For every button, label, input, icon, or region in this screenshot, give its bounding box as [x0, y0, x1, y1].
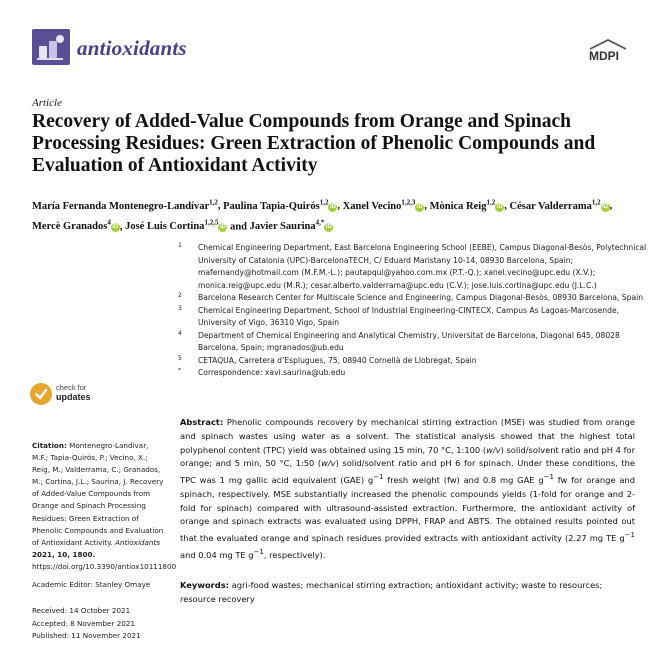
- keywords-text: agri-food wastes; mechanical stirring extraction; antioxidant activity; waste to resources; resource recovery: [180, 580, 603, 604]
- orcid-icon[interactable]: iD: [496, 203, 503, 210]
- affiliation-number: 2: [178, 292, 182, 299]
- citation-journal: Antioxidants: [115, 537, 161, 547]
- author-affiliation-sup: 1,2,3: [401, 198, 416, 206]
- abstract-text: fresh weight (fw) and 0.8 mg GAE g: [383, 474, 544, 485]
- keywords-label: Keywords:: [180, 580, 229, 590]
- citation-doi-link[interactable]: https://doi.org/10.3390/antiox10111800: [32, 561, 177, 571]
- author-name-text: Xanel Vecino: [342, 200, 402, 212]
- abstract: [180, 416, 635, 562]
- affiliation-text: Chemical Engineering Department, School of Industrial Engineering-CINTECX, Campus As Lagoas-Marcosende, University of Vigo, 36310 Vigo, Spain: [198, 305, 620, 327]
- abstract-label: Abstract:: [180, 417, 224, 427]
- author-list: María Fernanda Montenegro-Landívar$^{1,2}$, Paulina Tapia-Quirós$^{1,2}$iD , Xanel Vecino$^{1,2,3}$iD , Mònica Reig$^{1,2}$iD , César Valderrama$^{1,2}$iD , Mercè Granados$^4$iD , José Luis Cortina$^{1,2,5}$iD and Javier Saurina$^{4,*}$iD: [32, 198, 613, 232]
- author-affiliation-sup: 1,2: [486, 198, 496, 206]
- orcid-icon[interactable]: iD: [329, 203, 336, 210]
- author-name-text: María Fernanda Montenegro-Landívar: [32, 200, 210, 212]
- affiliation-text: Department of Chemical Engineering and Analytical Chemistry, Universitat de Barcelona, Diagonal 645, 08028 Barcelona, Spain; mgranados@ub.edu: [198, 330, 620, 352]
- abstract-superscript: −1: [624, 531, 635, 540]
- abstract-wv: w/v: [486, 444, 501, 455]
- orcid-icon[interactable]: iD: [219, 224, 226, 230]
- affiliation-number: 5: [178, 354, 182, 362]
- author-name-text: Mònica Reig: [429, 200, 487, 212]
- author-affiliation-sup: 4: [107, 218, 111, 227]
- citation-year-volume: 2021, 10, 1800.: [32, 549, 96, 559]
- author-affiliation-sup: 1,2: [591, 198, 601, 206]
- orcid-icon[interactable]: iD: [112, 224, 119, 230]
- affiliation-text: Chemical Engineering Department, East Barcelona Engineering School (EEBE), Campus Diagonal-Besòs, Polytechnical University of Catalonia (UPC)-BarcelonaTECH, C/ Eduard Maristany 10-14, 08930 Barcelona, Spain; mafernandy@hotmail.com (M.F.M.-L.); pautapqui@yahoo.com.mx (P.T.-Q.); xanel.vecino@upc.edu (X.V.); monica.reig@upc.edu (M.R.); cesar.alberto.valderrama@upc.edu (C.V.); jose.luis.cortina@upc.edu (J.L.C.): [198, 243, 647, 290]
- affiliation-text: Barcelona Research Center for Multiscale Science and Engineering, Campus Diagonal-Besòs, 08930 Barcelona, Spain: [198, 293, 644, 302]
- abstract-text: ) solid/solvent ratio and pH 4 for orange; and 5 min, 50 °C, 1:50 (: [180, 444, 635, 469]
- author-name-text: César Valderrama: [509, 200, 592, 212]
- author-affiliation-sup: 1,2: [209, 198, 218, 206]
- check-updates-line1: check for: [56, 383, 87, 392]
- check-updates-line2: updates: [56, 392, 91, 402]
- affiliation-item: [178, 242, 648, 292]
- date-accepted: Accepted: 8 November 2021: [32, 618, 136, 628]
- journal-logo-icon: [32, 29, 70, 65]
- keywords: [180, 579, 635, 607]
- abstract-text: and 0.04 mg TE g: [180, 549, 254, 560]
- orcid-icon[interactable]: iD: [416, 203, 423, 210]
- affiliation-text: CETAQUA, Carretera d’Esplugues, 75, 08940 Cornellà de Llobregat, Spain: [198, 355, 477, 365]
- affiliation-item: [178, 367, 648, 380]
- abstract-wv: w/v: [321, 458, 336, 469]
- affiliation-text: Correspondence: xavi.saurina@ub.edu: [198, 368, 346, 377]
- affiliation-number: 1: [178, 242, 182, 249]
- affiliation-item: [178, 330, 648, 355]
- article-title: Recovery of Added-Value Compounds from Orange and Spinach Processing Residues: Green Extraction of Phenolic Compounds and Evaluation of Antioxidant Activity: [32, 111, 596, 176]
- author-affiliation-sup: 4,*: [315, 218, 325, 227]
- check-for-updates-button[interactable]: [30, 381, 110, 409]
- article-type: Article: [32, 97, 62, 109]
- author-name-text: Javier Saurina: [249, 221, 316, 232]
- author-name-text: Mercè Granados: [32, 221, 108, 232]
- abstract-text: ) solid/solvent ratio and pH 6 for spinach. Under these conditions, the TPC was 1 mg gallic acid equivalent (GAE) g: [180, 458, 635, 485]
- author-name[interactable]: [249, 218, 334, 232]
- author-affiliation-sup: 1,2: [319, 198, 329, 206]
- abstract-text: Phenolic compounds recovery by mechanical stirring extraction (MSE) was studied from orange and spinach wastes using water as a solvent. The statistical analysis showed that the highest total polyphenol content (TPC) yield was obtained using 15 min, 70 °C, 1:100 (: [180, 417, 635, 455]
- affiliation-item: [178, 292, 648, 305]
- citation-text: Montenegro-Landívar, M.F.; Tapia-Quirós, P.; Vecino, X.; Reig, M.; Valderrama, C.; Granados, M.; Cortina, J.L.; Saurina, J. Recovery of Added-Value Compounds from Orange and Spinach Processing Residues: Green Extraction of Phenolic Compounds and Evaluation of Antioxidant Activity.: [32, 441, 164, 547]
- author-affiliation-sup: 1,2,5: [204, 218, 219, 227]
- affiliation-number: *: [178, 367, 181, 374]
- affiliation-number: 3: [178, 304, 182, 312]
- author-name[interactable]: [429, 198, 505, 212]
- author-name[interactable]: [125, 218, 227, 232]
- abstract-superscript: −1: [543, 473, 554, 482]
- author-name-text: Paulina Tapia-Quirós: [223, 200, 320, 212]
- journal-name: antioxidants: [77, 36, 187, 60]
- date-received: Received: 14 October 2021: [32, 606, 131, 615]
- academic-editor: Academic Editor: Stanley Omaye: [32, 580, 151, 589]
- abstract-superscript: −1: [373, 473, 384, 482]
- abstract-text: , respectively).: [263, 549, 326, 560]
- orcid-icon[interactable]: iD: [602, 203, 609, 210]
- date-published: Published: 11 November 2021: [32, 631, 141, 640]
- abstract-superscript: −1: [253, 547, 264, 556]
- orcid-icon[interactable]: iD: [325, 224, 332, 230]
- citation-block: [32, 440, 177, 573]
- author-name[interactable]: [32, 218, 120, 232]
- publication-dates: [32, 605, 141, 643]
- affiliation-item: [178, 355, 648, 368]
- mdpi-logo: [586, 38, 630, 71]
- author-name[interactable]: [342, 198, 425, 212]
- checkmark-icon: [30, 383, 52, 405]
- abstract-text: fw for orange and spinach, respectively. MSE substantially increased the phenolic compounds yields (1-fold for orange and 2-fold for spinach) compared with ultrasound-assisted extraction. Furthermore, the antioxidant activity of orange and spinach extracts was evaluated using DPPH, FRAP and ABTS. The obtained results pointed out that the evaluated orange and spinach residues provided extracts with antioxidant activity (2.27 mg TE g: [180, 474, 635, 543]
- author-name[interactable]: [509, 198, 609, 212]
- mdpi-logo-text: MDPI: [589, 49, 619, 63]
- author-name[interactable]: [223, 198, 337, 212]
- author-name[interactable]: [32, 198, 218, 212]
- citation-label: Citation:: [32, 441, 67, 450]
- author-name-text: José Luis Cortina: [125, 221, 205, 232]
- affiliation-number: 4: [178, 329, 182, 337]
- affiliation-list: [178, 242, 648, 380]
- affiliation-item: [178, 305, 648, 330]
